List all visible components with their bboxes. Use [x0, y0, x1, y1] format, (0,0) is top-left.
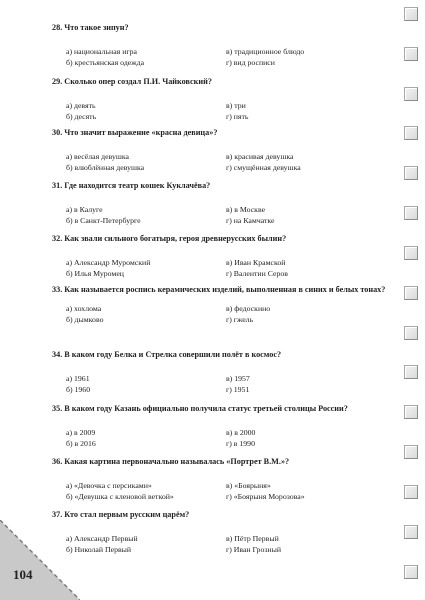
option-a: а) национальная игра — [66, 47, 137, 56]
question-text: 37. Кто стал первым русским царём? — [52, 510, 190, 519]
option-b: б) крестьянская одежда — [66, 57, 145, 67]
page-corner-decoration — [0, 520, 80, 600]
answer-options — [52, 374, 397, 395]
question-text: 34. В каком году Белка и Стрелка совершили полёт в космос? — [52, 350, 282, 359]
option-g: г) в 1990 — [226, 438, 255, 448]
option-v: в) красивая девушка — [226, 152, 294, 161]
answer-options — [52, 205, 397, 226]
question-36 — [52, 456, 397, 502]
option-b: б) в 2016 — [66, 438, 96, 448]
question-35 — [52, 403, 397, 449]
option-a: а) в Калуге — [66, 205, 103, 214]
question-32 — [52, 233, 397, 279]
option-a: а) 1961 — [66, 374, 90, 383]
answer-checkbox-35[interactable] — [404, 286, 418, 300]
page-number: 104 — [13, 567, 33, 582]
option-g: г) смущённая девушка — [226, 162, 301, 172]
answer-checkbox-41[interactable] — [404, 525, 418, 539]
question-text: 35. В каком году Казань официально получила статус третьей столицы России? — [52, 404, 348, 413]
answer-checkbox-37[interactable] — [404, 365, 418, 379]
answer-checkbox-32[interactable] — [404, 166, 418, 180]
answer-checkbox-33[interactable] — [404, 206, 418, 220]
question-31 — [52, 180, 397, 226]
question-33 — [52, 284, 397, 325]
option-v: в) Иван Крамской — [226, 258, 286, 267]
question-34 — [52, 349, 397, 395]
answer-checkbox-39[interactable] — [404, 445, 418, 459]
option-b: б) в Санкт-Петербурге — [66, 215, 141, 225]
option-g: г) пять — [226, 111, 249, 121]
option-b: б) Николай Первый — [66, 544, 132, 554]
option-b: б) 1960 — [66, 384, 91, 394]
option-a: а) «Девочка с персиками» — [66, 481, 152, 490]
question-text: 32. Как звали сильного богатыря, героя древнерусских былин? — [52, 234, 287, 243]
answer-checkbox-31[interactable] — [404, 126, 418, 140]
option-b: б) Илья Муромец — [66, 268, 124, 278]
option-a: а) Александр Муромский — [66, 258, 151, 267]
answer-options — [52, 304, 397, 325]
option-g: г) вид росписи — [226, 57, 275, 67]
question-30 — [52, 127, 397, 173]
answer-options — [52, 481, 397, 502]
question-text: 29. Сколько опер создал П.И. Чайковский? — [52, 77, 212, 86]
option-v: в) в Москве — [226, 205, 266, 214]
option-a: а) в 2009 — [66, 428, 96, 437]
option-v: в) 1957 — [226, 374, 250, 383]
option-v: в) «Боярыня» — [226, 481, 271, 490]
answer-options — [52, 47, 397, 68]
option-g: г) 1951 — [226, 384, 250, 394]
option-v: в) в 2000 — [226, 428, 256, 437]
answer-options — [52, 152, 397, 173]
option-a: а) хохлома — [66, 304, 102, 313]
question-text: 36. Какая картина первоначально называлась «Портрет В.М.»? — [52, 457, 290, 466]
question-29 — [52, 76, 397, 122]
answer-checkbox-29[interactable] — [404, 47, 418, 61]
answer-checkbox-28[interactable] — [404, 7, 418, 21]
question-text: 31. Где находится театр кошек Куклачёва? — [52, 181, 211, 190]
answer-checkboxes — [404, 0, 419, 600]
question-text: 30. Что значит выражение «красна девица»? — [52, 128, 218, 137]
answer-checkbox-36[interactable] — [404, 326, 418, 340]
option-v: в) три — [226, 101, 246, 110]
question-text: 33. Как называется роспись керамических изделий, выполненная в синих и белых тонах? — [52, 285, 386, 294]
option-v: в) традиционное блюдо — [226, 47, 305, 56]
answer-checkbox-30[interactable] — [404, 87, 418, 101]
option-v: в) Пётр Первый — [226, 534, 279, 543]
question-37 — [52, 509, 397, 555]
question-28 — [52, 22, 397, 68]
option-g: г) на Камчатке — [226, 215, 275, 225]
answer-checkbox-34[interactable] — [404, 246, 418, 260]
option-b: б) десять — [66, 111, 97, 121]
option-g: г) «Боярыня Морозова» — [226, 491, 305, 501]
answer-options — [52, 101, 397, 122]
option-b: б) «Девушка с кленовой веткой» — [66, 491, 174, 501]
option-b: б) дымково — [66, 314, 104, 324]
option-b: б) влюблённая девушка — [66, 162, 145, 172]
option-v: в) федоскино — [226, 304, 271, 313]
answer-options — [52, 534, 397, 555]
answer-options — [52, 258, 397, 279]
option-g: г) гжель — [226, 314, 254, 324]
answer-checkbox-38[interactable] — [404, 405, 418, 419]
option-g: г) Валентин Серов — [226, 268, 288, 278]
option-g: г) Иван Грозный — [226, 544, 282, 554]
option-a: а) девять — [66, 101, 96, 110]
option-a: а) весёлая девушка — [66, 152, 129, 161]
answer-checkbox-40[interactable] — [404, 485, 418, 499]
answer-checkbox-42[interactable] — [404, 565, 418, 579]
question-text: 28. Что такое зипун? — [52, 23, 129, 32]
answer-options — [52, 428, 397, 449]
option-a: а) Александр Первый — [66, 534, 138, 543]
